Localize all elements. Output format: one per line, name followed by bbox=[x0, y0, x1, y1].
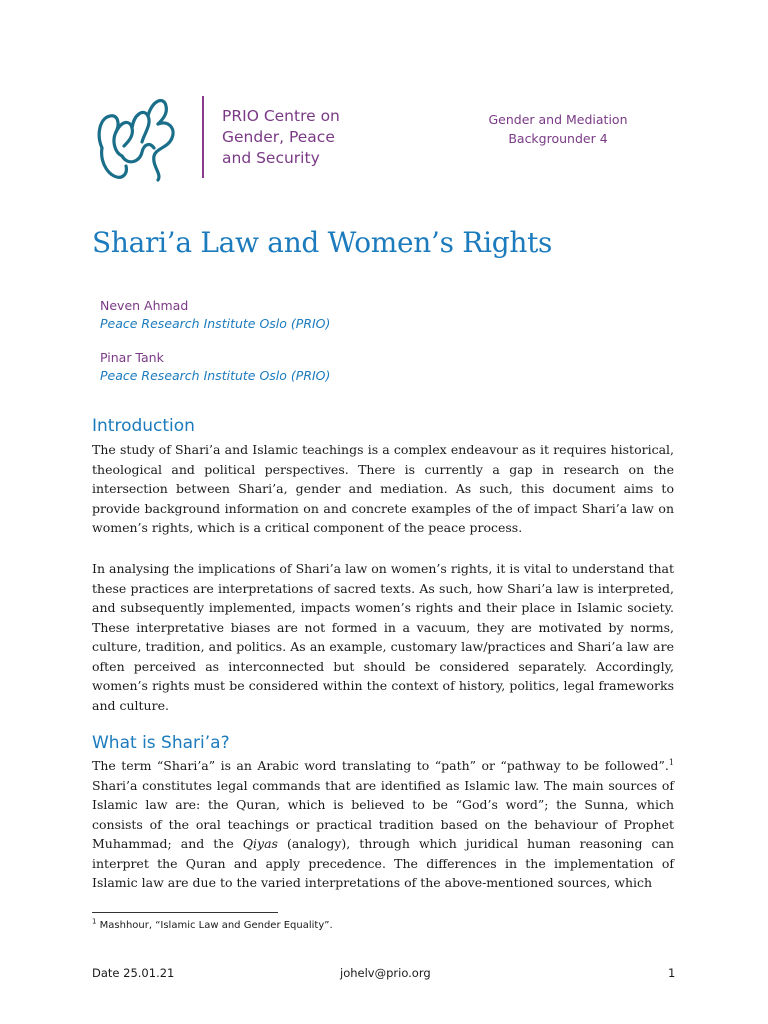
intro-paragraph-2: In analysing the implications of Shari’a law on women’s rights, it is vital to understand that these practices are interpretations of sacred texts. As such, how Shari’a law is interpreted, and subsequently implemented, impacts women’s rights and their place in Islamic society. These interpretative biases are not formed in a vacuum, they are motivated by norms, culture, tradition, and politics. As an example, customary law/practices and Shari’a law are often perceived as interconnected but should be considered separately. Accordingly, women’s rights must be considered within the context of history, politics, legal frameworks and culture. bbox=[92, 561, 674, 713]
section-heading-introduction: Introduction bbox=[92, 416, 195, 436]
author-name: Neven Ahmad bbox=[100, 298, 189, 313]
author-block bbox=[100, 297, 330, 333]
author-affiliation: Peace Research Institute Oslo (PRIO) bbox=[100, 316, 331, 331]
paragraph-text: (analogy), through which juridical human reasoning can interpret the Quran and apply precedence. The differences in the implementation of Islamic law are due to the varied interpretations of the above-mentioned sources, which bbox=[92, 836, 674, 890]
what-paragraph-1 bbox=[92, 756, 674, 893]
org-name-line: Gender, Peace bbox=[222, 128, 335, 146]
org-name-line: PRIO Centre on bbox=[222, 107, 340, 125]
document-title: Shari’a Law and Women’s Rights bbox=[92, 226, 553, 259]
section-heading-what-is-sharia: What is Shari’a? bbox=[92, 733, 230, 753]
org-name-line: and Security bbox=[222, 149, 320, 167]
footer-email[interactable]: johelv@prio.org bbox=[340, 966, 431, 980]
paragraph-text: Shari’a constitutes legal commands that are identified as Islamic law. The main sources of Islamic law are: the Quran, which is believed to be “God’s word”; the Sunna, which consists of the oral teachings or practical tradition based on the behaviour of Prophet Muhammad; and the bbox=[92, 777, 674, 851]
prio-logo-icon bbox=[92, 90, 184, 186]
footnote-number: 1 bbox=[92, 917, 97, 926]
intro-paragraph-1: The study of Shari’a and Islamic teachings is a complex endeavour as it requires historical, theological and political perspectives. There is currently a gap in research on the intersection between Shari’a, gender and mediation. As such, this document aims to provide background information on and concrete examples of the of impact Shari’a law on women’s rights, which is a critical component of the peace process. bbox=[92, 442, 674, 535]
author-name: Pinar Tank bbox=[100, 350, 164, 365]
page-number: 1 bbox=[668, 966, 676, 980]
series-title: Gender and Mediation bbox=[488, 112, 628, 127]
footnote-reference[interactable]: 1 bbox=[668, 757, 674, 767]
footnote bbox=[92, 917, 333, 931]
series-label bbox=[480, 110, 636, 148]
footnote-text: Mashhour, “Islamic Law and Gender Equality”. bbox=[96, 920, 333, 931]
logo-divider bbox=[202, 96, 204, 178]
author-affiliation: Peace Research Institute Oslo (PRIO) bbox=[100, 368, 331, 383]
footnote-divider bbox=[92, 912, 278, 913]
italic-term: Qiyas bbox=[242, 836, 278, 851]
paragraph-text: The term “Shari’a” is an Arabic word translating to “path” or “pathway to be followed”. bbox=[92, 758, 669, 773]
author-block bbox=[100, 349, 330, 385]
org-name bbox=[222, 106, 340, 169]
series-number: Backgrounder 4 bbox=[508, 131, 608, 146]
footer-date: Date 25.01.21 bbox=[92, 966, 175, 980]
